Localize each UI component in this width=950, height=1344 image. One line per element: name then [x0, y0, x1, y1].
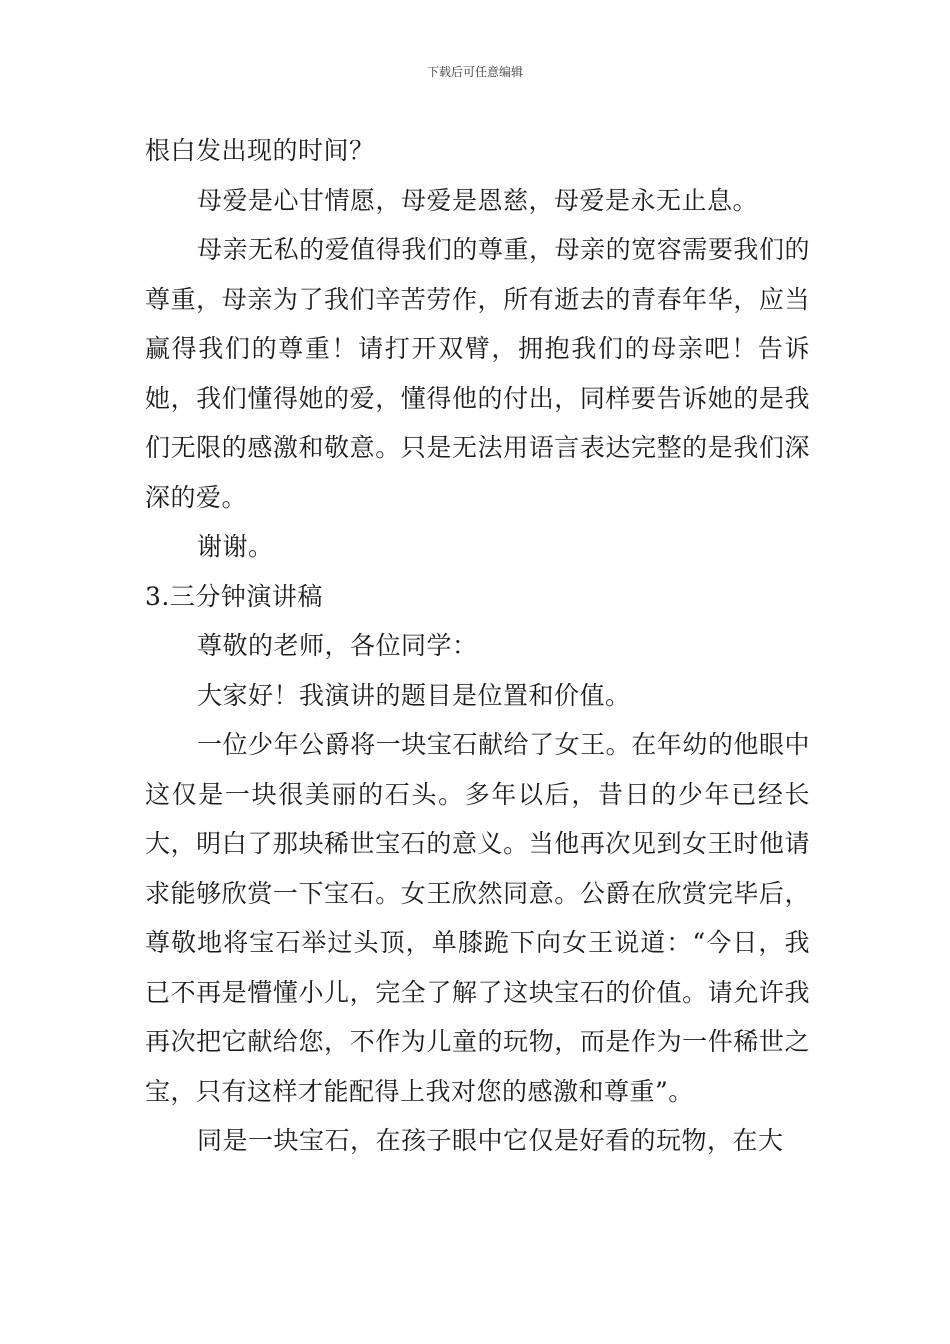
paragraph-2: 母爱是心甘情愿，母爱是恩慈，母爱是永无止息。 [197, 185, 759, 215]
paragraph-last: 同是一块宝石，在孩子眼中它仅是好看的玩物，在大 [197, 1126, 784, 1155]
paragraph-3: 母亲无私的爱值得我们的尊重，母亲的宽容需要我们的尊重，母亲为了我们辛苦劳作，所有逝去的青春年华，应当赢得我们的尊重！请打开双臂，拥抱我们的母亲吧！告诉她，我们懂得她的爱，懂得他的付出，同样要告诉她的是我们无限的感激和敬意。只是无法用语言表达完整的是我们深深的爱。 [145, 235, 810, 512]
paragraph-greeting: 大家好！我演讲的题目是位置和价值。 [197, 680, 631, 710]
paragraph-story: 一位少年公爵将一块宝石献给了女王。在年幼的他眼中这仅是一块很美丽的石头。多年以后，昔日的少年已经长大，明白了那块稀世宝石的意义。当他再次见到女王时他请求能够欣赏一下宝石。女王欣然同意。公爵在欣赏完毕后，尊敬地将宝石举过头顶，单膝跪下向女王说道：“今日，我已不再是懵懂小儿，完全了解了这块宝石的价值。请允许我再次把它献给您，不作为儿童的玩物，而是作为一件稀世之宝，只有这样才能配得上我对您的感激和尊重”。 [145, 730, 810, 1106]
paragraph-1: 根白发出现的时间？ [145, 136, 375, 165]
paragraph-salutation: 尊敬的老师，各位同学： [197, 631, 478, 660]
document-body [145, 126, 810, 1166]
paragraph-4: 谢谢。 [197, 532, 274, 561]
page-header-note: 下载后可任意编辑 [426, 65, 523, 79]
section-heading: 3.三分钟演讲稿 [145, 581, 323, 611]
